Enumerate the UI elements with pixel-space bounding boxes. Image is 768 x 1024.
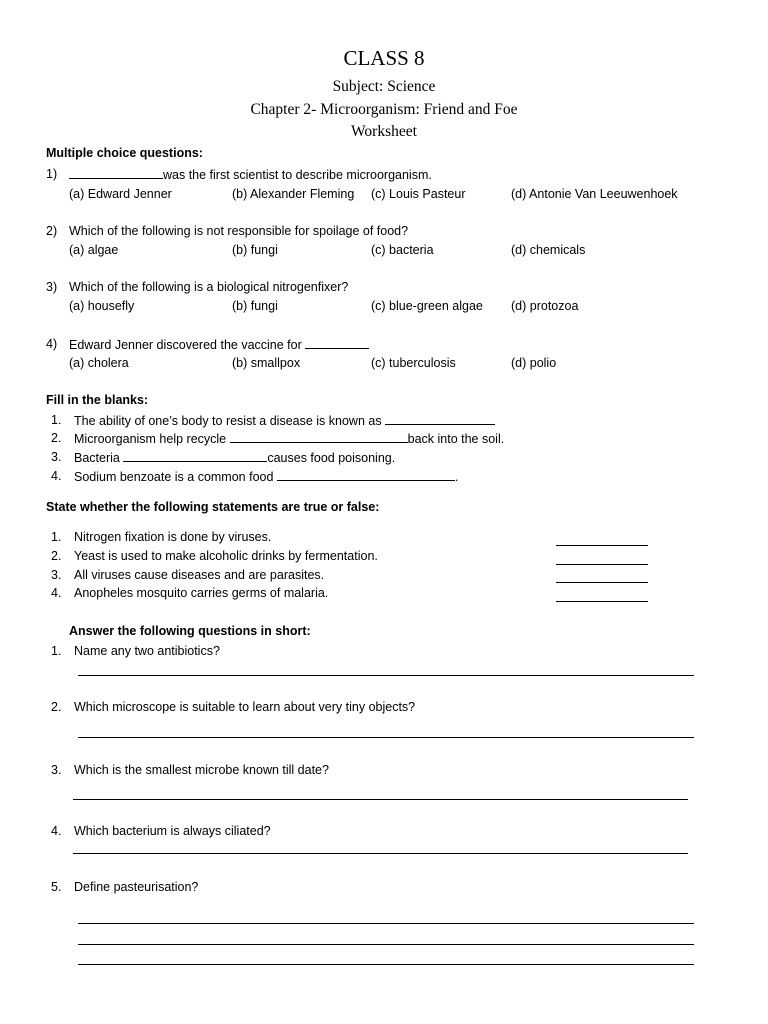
mcq-number-1: 1) <box>46 167 58 181</box>
fill-item-1-pre: The ability of one’s body to resist a disease is known as <box>74 414 382 428</box>
fill-heading: Fill in the blanks: <box>46 393 149 407</box>
mcq-option[interactable]: (a) housefly <box>69 299 135 313</box>
mcq-option[interactable]: (d) chemicals <box>511 243 586 257</box>
mcq-question-2: Which of the following is not responsible for spoilage of food? <box>69 224 409 238</box>
fill-item-4-post: . <box>454 470 459 484</box>
fill-item-3 <box>74 450 395 465</box>
short-number-4: 4. <box>51 824 62 838</box>
mcq-question-4 <box>69 337 369 352</box>
tf-number-1: 1. <box>51 530 62 544</box>
fill-item-3-pre: Bacteria <box>74 451 120 465</box>
short-heading: Answer the following questions in short: <box>69 624 311 638</box>
answer-blank[interactable] <box>385 413 495 425</box>
mcq-option[interactable]: (b) fungi <box>232 299 278 313</box>
short-number-5: 5. <box>51 880 62 894</box>
fill-number-3: 3. <box>51 450 62 464</box>
mcq-option[interactable]: (d) polio <box>511 356 557 370</box>
mcq-question-1 <box>69 167 432 182</box>
tf-heading: State whether the following statements are true or false: <box>46 500 380 514</box>
tf-answer-line[interactable] <box>556 545 648 546</box>
mcq-option[interactable]: (a) algae <box>69 243 119 257</box>
answer-line[interactable] <box>78 944 694 945</box>
mcq-option[interactable]: (b) smallpox <box>232 356 301 370</box>
answer-blank[interactable] <box>123 450 267 462</box>
answer-blank[interactable] <box>305 337 369 349</box>
mcq-option[interactable]: (b) fungi <box>232 243 278 257</box>
answer-line[interactable] <box>73 853 688 854</box>
mcq-question-3: Which of the following is a biological nitrogenfixer? <box>69 280 349 294</box>
mcq-option[interactable]: (c) blue-green algae <box>371 299 483 313</box>
mcq-option[interactable]: (c) bacteria <box>371 243 434 257</box>
tf-answer-line[interactable] <box>556 582 648 583</box>
mcq-option[interactable]: (b) Alexander Fleming <box>232 187 355 201</box>
fill-number-4: 4. <box>51 469 62 483</box>
mcq-heading: Multiple choice questions: <box>46 146 203 160</box>
short-question-1: Name any two antibiotics? <box>74 644 220 658</box>
fill-item-2-post: back into the soil. <box>407 432 505 446</box>
tf-statement-4: Anopheles mosquito carries germs of malaria. <box>74 586 329 600</box>
mcq-question-1-text: was the first scientist to describe microorganism. <box>163 168 432 182</box>
worksheet-title: Worksheet <box>351 123 417 140</box>
fill-number-2: 2. <box>51 431 62 445</box>
mcq-number-2: 2) <box>46 224 58 238</box>
chapter-line: Chapter 2- Microorganism: Friend and Foe <box>250 101 518 118</box>
short-question-3: Which is the smallest microbe known till date? <box>74 763 329 777</box>
fill-item-3-post: causes food poisoning. <box>267 451 396 465</box>
class-title: CLASS 8 <box>343 46 425 70</box>
mcq-option[interactable]: (c) Louis Pasteur <box>371 187 466 201</box>
answer-blank[interactable] <box>230 431 408 443</box>
short-question-4: Which bacterium is always ciliated? <box>74 824 271 838</box>
tf-statement-2: Yeast is used to make alcoholic drinks by fermentation. <box>74 549 378 563</box>
short-number-2: 2. <box>51 700 62 714</box>
tf-number-2: 2. <box>51 549 62 563</box>
tf-number-4: 4. <box>51 586 62 600</box>
answer-line[interactable] <box>78 923 694 924</box>
fill-item-2-pre: Microorganism help recycle <box>74 432 227 446</box>
fill-item-4-pre: Sodium benzoate is a common food <box>74 470 274 484</box>
mcq-option[interactable]: (a) Edward Jenner <box>69 187 172 201</box>
tf-number-3: 3. <box>51 568 62 582</box>
short-number-1: 1. <box>51 644 62 658</box>
mcq-option[interactable]: (c) tuberculosis <box>371 356 456 370</box>
tf-statement-1: Nitrogen fixation is done by viruses. <box>74 530 272 544</box>
answer-line[interactable] <box>78 964 694 965</box>
tf-answer-line[interactable] <box>556 601 648 602</box>
mcq-option[interactable]: (d) protozoa <box>511 299 579 313</box>
answer-blank[interactable] <box>69 167 163 179</box>
mcq-option[interactable]: (a) cholera <box>69 356 129 370</box>
mcq-question-4-text: Edward Jenner discovered the vaccine for <box>69 338 302 352</box>
answer-line[interactable] <box>73 799 688 800</box>
answer-blank[interactable] <box>277 469 455 481</box>
fill-item-2 <box>74 431 504 446</box>
tf-statement-3: All viruses cause diseases and are parasites. <box>74 568 325 582</box>
short-question-2: Which microscope is suitable to learn about very tiny objects? <box>74 700 416 714</box>
answer-line[interactable] <box>78 737 694 738</box>
fill-item-4 <box>74 469 458 484</box>
subject-line: Subject: Science <box>332 78 436 95</box>
answer-line[interactable] <box>78 675 694 676</box>
short-question-5: Define pasteurisation? <box>74 880 199 894</box>
mcq-option[interactable]: (d) Antonie Van Leeuwenhoek <box>511 187 678 201</box>
fill-item-1 <box>74 413 495 428</box>
fill-number-1: 1. <box>51 413 62 427</box>
tf-answer-line[interactable] <box>556 564 648 565</box>
short-number-3: 3. <box>51 763 62 777</box>
mcq-number-3: 3) <box>46 280 58 294</box>
mcq-number-4: 4) <box>46 337 58 351</box>
